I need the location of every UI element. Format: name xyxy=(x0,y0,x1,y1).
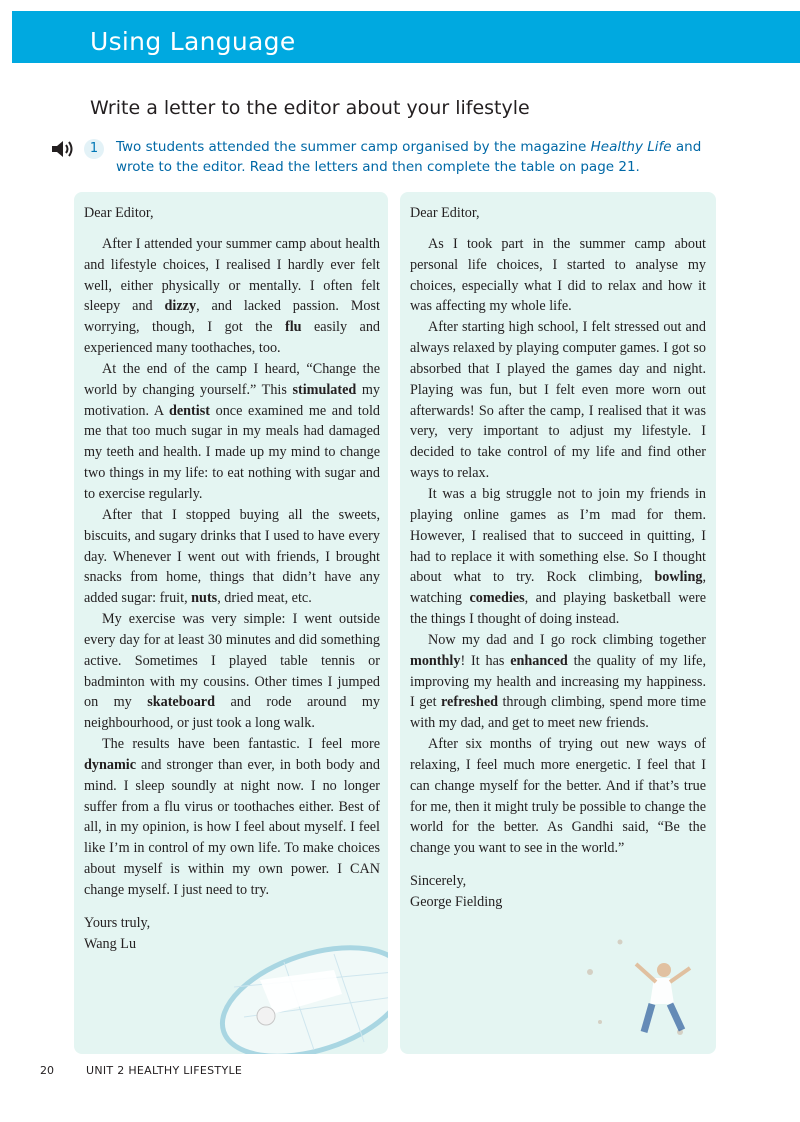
vocab-word: nuts xyxy=(191,590,218,607)
climber-illustration xyxy=(570,912,716,1054)
vocab-word: bowling xyxy=(654,569,703,586)
vocab-word: monthly xyxy=(410,652,461,669)
vocab-word: dentist xyxy=(168,402,210,419)
page-title: Using Language xyxy=(90,27,296,56)
letter-george-fielding xyxy=(400,192,716,1054)
exercise-number: 1 xyxy=(84,139,104,159)
text-run: , dried meat, etc. xyxy=(217,590,312,607)
letter2-paragraph: After starting high school, I felt stressed out and always relaxed by playing computer games. I got so absorbed that I played the games day and night. Playing was fun, but I felt even more worn out afterwards! So after the camp, I realised that it was very, very important to adjust my lifestyle. I decided to take control of my life and find other ways to relax. xyxy=(410,319,706,482)
vocab-word: comedies xyxy=(469,590,525,607)
instruction-text-1: Two students attended the summer camp organised by the magazine xyxy=(116,139,591,155)
text-run: , and lacked passion. Most worrying, though, I got the xyxy=(84,298,380,336)
text-run: once examined me and told me that too much sugar in my meals had damaged my teeth and health. I made up my mind to change two things in my life: to eat nothing with sugar and to exercise regularly. xyxy=(84,402,380,502)
vocab-word: enhanced xyxy=(510,652,568,669)
text-run: the quality of my life, improving my health and increasing my happiness. I get xyxy=(410,652,706,711)
letter2-closing xyxy=(410,871,706,913)
text-run: ! It has xyxy=(460,652,511,669)
text-run: At the end of the camp I heard, “Change the world by changing yourself.” This xyxy=(84,360,380,398)
text-run: and rode around my neighbourhood, or just took a long walk. xyxy=(84,694,380,732)
signature: George Fielding xyxy=(410,894,503,910)
letter2-paragraph xyxy=(410,630,706,734)
text-run: easily and experienced many toothaches, too. xyxy=(84,319,381,357)
vocab-word: stimulated xyxy=(292,381,357,398)
section-title: Write a letter to the editor about your lifestyle xyxy=(90,97,530,119)
unit-label: UNIT 2 HEALTHY LIFESTYLE xyxy=(86,1064,243,1077)
letter1-paragraph xyxy=(84,505,380,609)
letter1-paragraph xyxy=(84,234,380,359)
text-run: After that I stopped buying all the sweets, biscuits, and sugary drinks that I used to have every day. Whenever I went out with friends, I brought snacks from home, things that didn’t have any added sugar: fruit, xyxy=(84,506,380,607)
letter2-paragraph: After six months of trying out new ways of relaxing, I feel much more energetic. I feel that I can change myself for the better. And if that’s true for me, then it might truly be possible to change the world for the better. As Gandhi said, “Be the change you want to see in the world.” xyxy=(410,736,706,857)
signature: Wang Lu xyxy=(84,935,137,952)
text-run: , watching xyxy=(410,569,706,607)
text-run: After I attended your summer camp about health and lifestyle choices, I realised I hardly ever felt well, either physically or mentally. I often felt sleepy and xyxy=(84,235,380,315)
letter-wang-lu xyxy=(74,192,388,1054)
letter2-paragraph: As I took part in the summer camp about personal life choices, I started to analyse my choices, especially what I did to relax and how it was affecting my whole life. xyxy=(410,235,706,315)
letter1-paragraph xyxy=(84,609,380,734)
vocab-word: skateboard xyxy=(147,694,215,711)
letter1-closing xyxy=(84,913,380,955)
vocab-word: refreshed xyxy=(441,694,499,711)
vocab-word: dizzy xyxy=(164,298,197,315)
text-run: Now my dad and I go rock climbing together xyxy=(428,631,706,648)
text-run: The results have been fantastic. I feel more xyxy=(102,736,380,753)
instruction-text-2: and wrote to the editor. Read the letters and then complete the table on page 21. xyxy=(116,139,702,175)
vocab-word: flu xyxy=(284,319,302,336)
vocab-word: dynamic xyxy=(84,756,137,773)
speaker-icon[interactable] xyxy=(50,139,76,159)
closing-phrase: Sincerely, xyxy=(410,873,467,890)
exercise-instruction xyxy=(116,137,726,177)
text-run: My exercise was very simple: I went outside every day for at least 30 minutes and did something active. Sometimes I played table tennis or badminton with my cousins. Other times I jumped on my xyxy=(84,611,380,711)
letter1-paragraph xyxy=(84,359,380,505)
magazine-name: Healthy Life xyxy=(590,139,672,155)
text-run: through climbing, spend more time with my dad, and get to meet new friends. xyxy=(410,694,706,732)
letter1-paragraph xyxy=(84,734,380,901)
page-number: 20 xyxy=(40,1064,54,1077)
letter1-salutation: Dear Editor, xyxy=(84,205,154,221)
text-run: and stronger than ever, in both body and mind. I sleep soundly at night now. I no longer suffer from a flu virus or toothaches either. Best of all, in my opinion, is how I feel about myself. I feel like I’m in control of my own life. To make choices about myself is within my own power. I CAN change myself. I just need to try. xyxy=(84,756,380,898)
letter2-paragraph xyxy=(410,484,706,630)
text-run: my motivation. A xyxy=(84,381,380,419)
text-run: , and playing basketball were the things I thought of doing instead. xyxy=(410,590,706,628)
letter2-salutation: Dear Editor, xyxy=(410,205,480,221)
closing-phrase: Yours truly, xyxy=(84,914,151,931)
text-run: It was a big struggle not to join my friends in playing online games as I’m mad for them. However, I realised that to succeed in quitting, I had to replace it with something else. So I thought about what to try. Rock climbing, xyxy=(410,485,706,586)
